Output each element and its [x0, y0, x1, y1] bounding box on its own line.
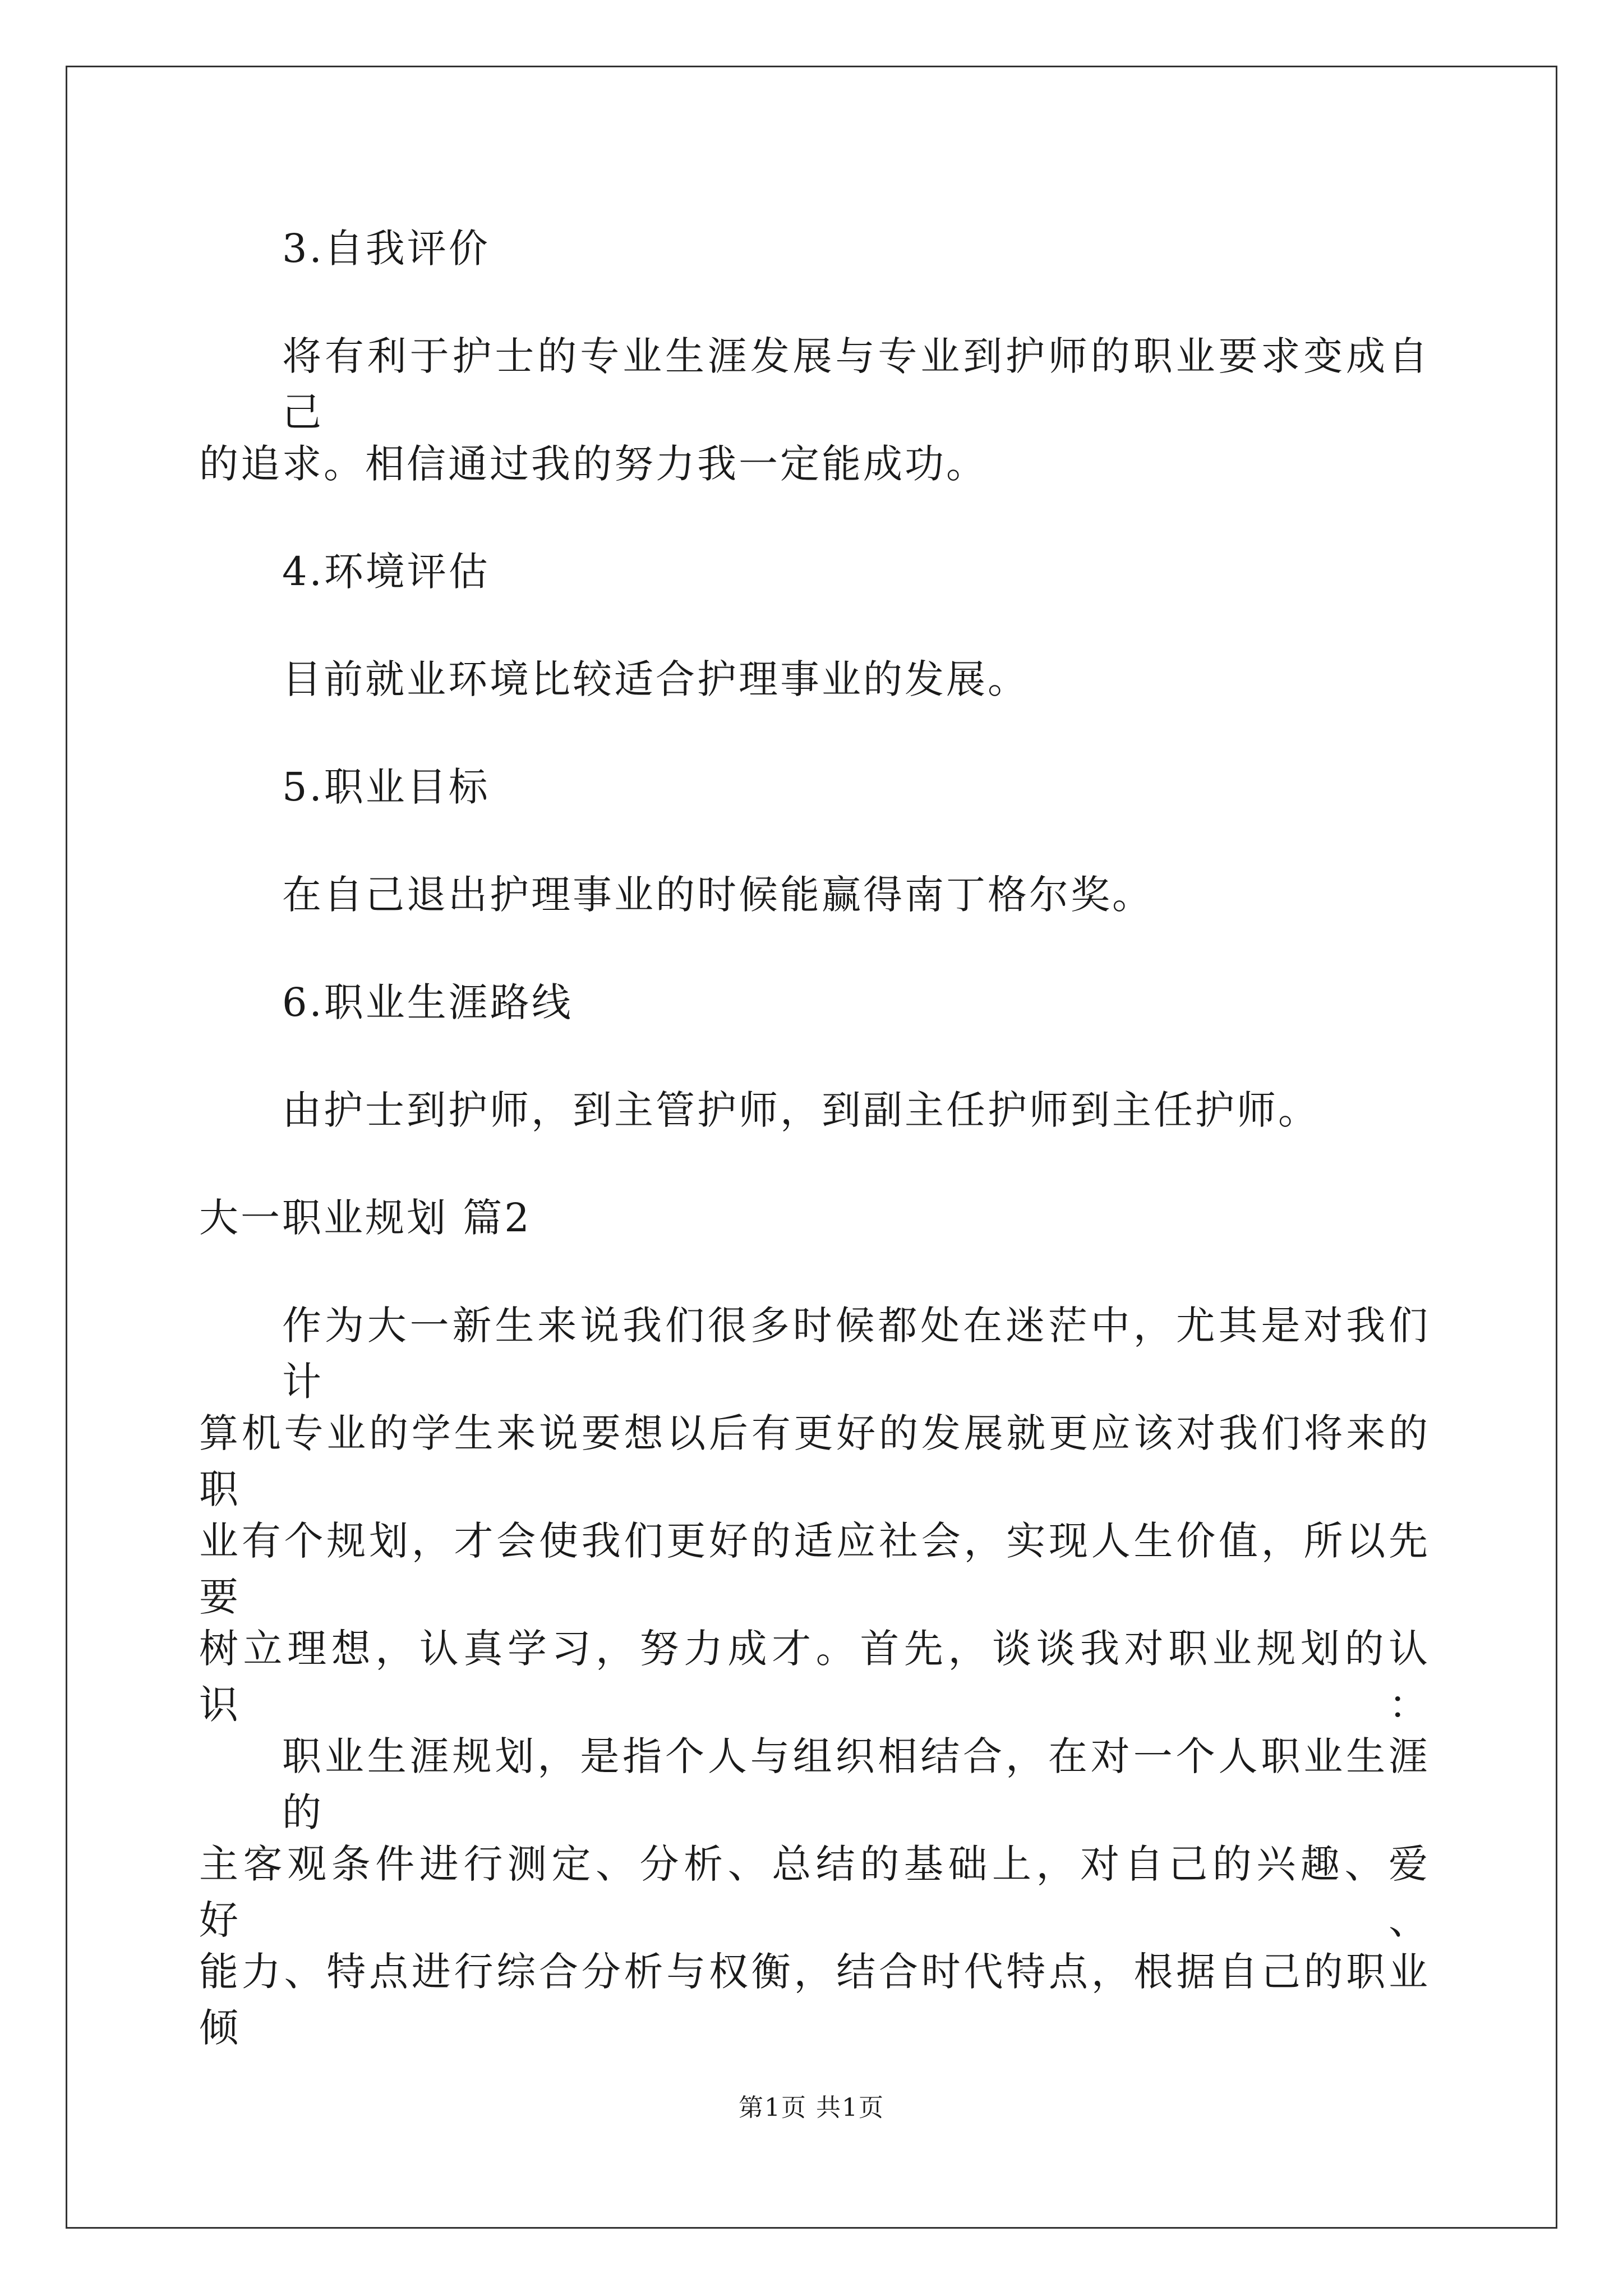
heading-career-goal: 5.职业目标 — [282, 764, 490, 810]
page-number-footer: 第1页 共1页 — [739, 2093, 884, 2122]
paragraph-line: 算机专业的学生来说要想以后有更好的发展就更应该对我们将来的职 — [199, 1410, 1430, 1512]
paragraph-line: 职业生涯规划，是指个人与组织相结合，在对一个人职业生涯的 — [282, 1733, 1430, 1835]
paragraph-line: 业有个规划，才会使我们更好的适应社会，实现人生价值，所以先要 — [199, 1518, 1430, 1620]
paragraph-line: 将有利于护士的专业生涯发展与专业到护师的职业要求变成自己 — [282, 333, 1430, 435]
paragraph-line: 主客观条件进行测定、分析、总结的基础上，对自己的兴趣、爱好、 — [199, 1841, 1430, 1943]
paragraph-line: 目前就业环境比较适合护理事业的发展。 — [282, 656, 1029, 702]
paragraph-line: 作为大一新生来说我们很多时候都处在迷茫中，尤其是对我们计 — [282, 1303, 1430, 1405]
heading-self-evaluation: 3.自我评价 — [282, 226, 490, 272]
paragraph-line: 树立理想，认真学习，努力成才。首先，谈谈我对职业规划的认识： — [199, 1626, 1430, 1728]
paragraph-line: 由护士到护师，到主管护师，到副主任护师到主任护师。 — [282, 1087, 1320, 1133]
paragraph-line: 在自己退出护理事业的时候能赢得南丁格尔奖。 — [282, 872, 1154, 918]
heading-environment-assessment: 4.环境评估 — [282, 549, 490, 595]
paragraph-line: 的追求。相信通过我的努力我一定能成功。 — [199, 441, 988, 487]
section-title: 大一职业规划 篇2 — [199, 1195, 532, 1241]
paragraph-line: 能力、特点进行综合分析与权衡，结合时代特点，根据自己的职业倾 — [199, 1949, 1430, 2051]
heading-career-path: 6.职业生涯路线 — [282, 979, 573, 1025]
